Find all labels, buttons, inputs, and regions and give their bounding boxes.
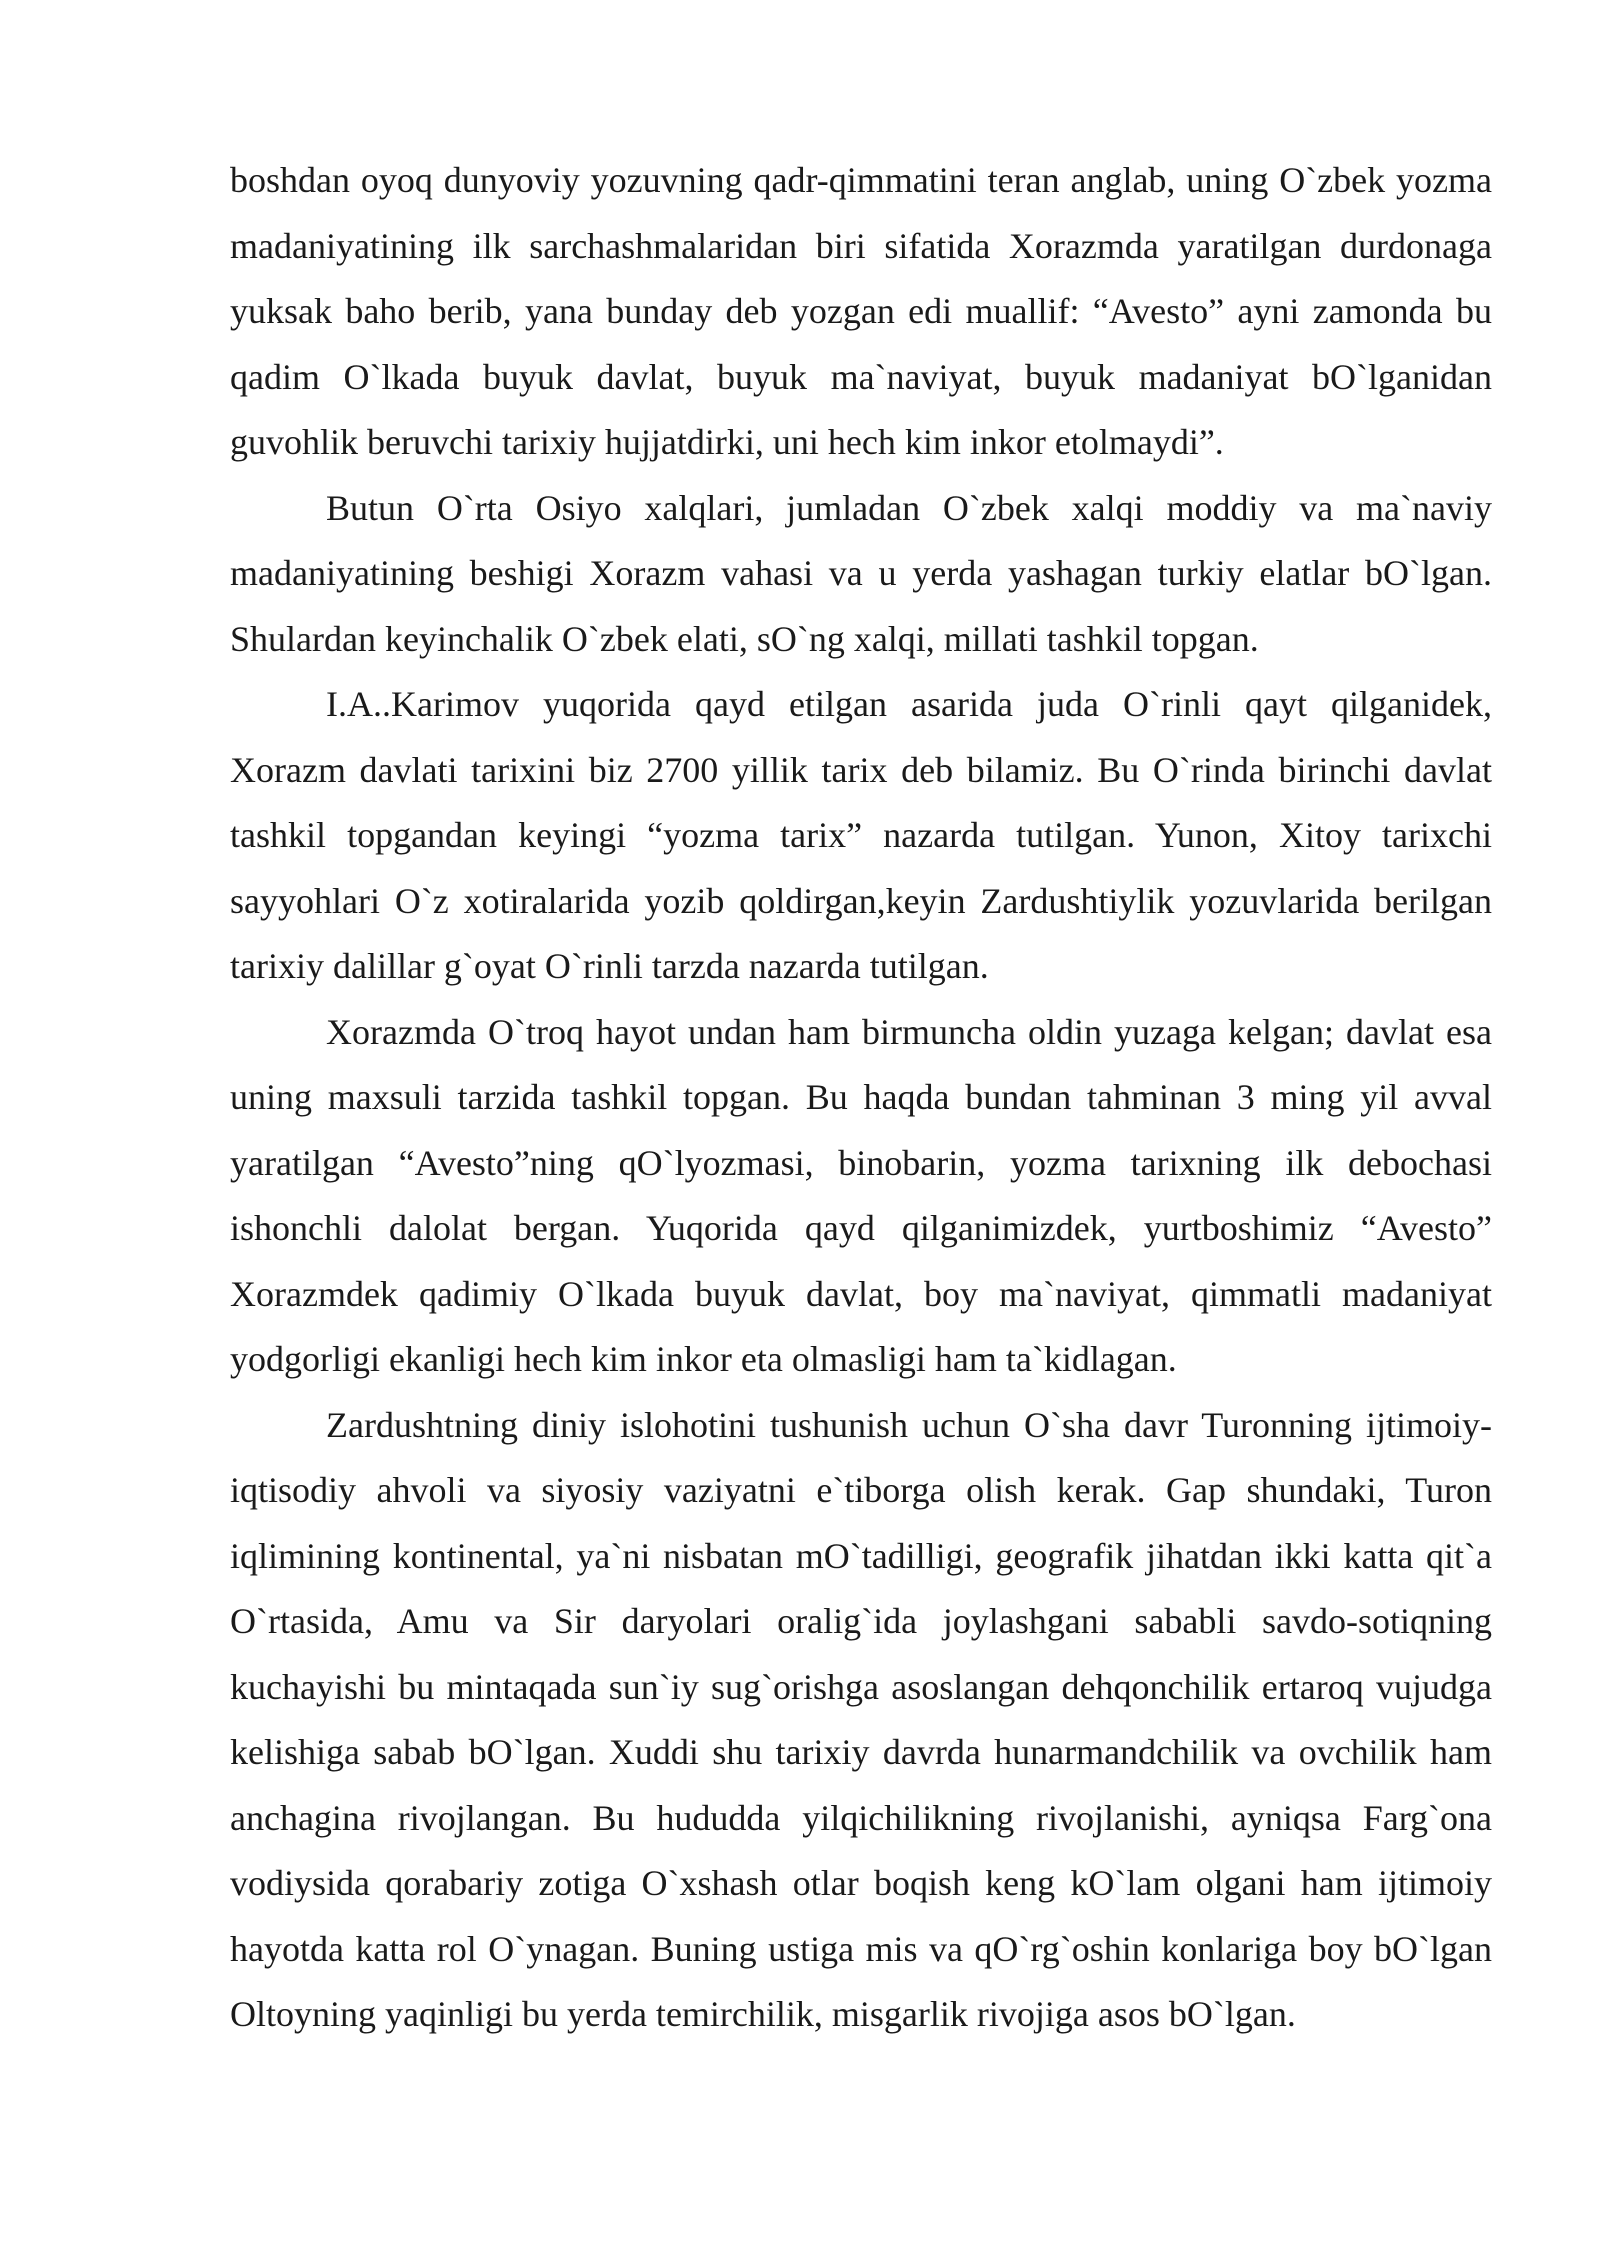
document-page bbox=[230, 148, 1492, 2048]
paragraph-4: Xorazmda O`troq hayot undan ham birmuncha oldin yuzaga kelgan; davlat esa uning maxsuli tarzida tashkil topgan. Bu haqda bundan tahminan 3 ming yil avval yaratilgan “Avesto”ning qO`lyozmasi, binobarin, yozma tarixning ilk debochasi ishonchli dalolat bergan. Yuqorida qayd qilganimizdek, yurtboshimiz “Avesto” Xorazmdek qadimiy O`lkada buyuk davlat, boy ma`naviyat, qimmatli madaniyat yodgorligi ekanligi hech kim inkor eta olmasligi ham ta`kidlagan. bbox=[230, 1011, 1492, 1379]
paragraph-5: Zardushtning diniy islohotini tushunish uchun O`sha davr Turonning ijtimoiy-iqtisodiy ahvoli va siyosiy vaziyatni e`tiborga olish kerak. Gap shundaki, Turon iqlimining kontinental, ya`ni nisbatan mO`tadilligi, geografik jihatdan ikki katta qit`a O`rtasida, Amu va Sir daryolari oralig`ida joylashgani sababli savdo-sotiqning kuchayishi bu mintaqada sun`iy sug`orishga asoslangan dehqonchilik ertaroq vujudga kelishiga sabab bO`lgan. Xuddi shu tarixiy davrda hunarmandchilik va ovchilik ham anchagina rivojlangan. Bu hududda yilqichilikning rivojlanishi, ayniqsa Farg`ona vodiysida qorabariy zotiga O`xshash otlar boqish keng kO`lam olgani ham ijtimoiy hayotda katta rol O`ynagan. Buning ustiga mis va qO`rg`oshin konlariga boy bO`lgan Oltoyning yaqinligi bu yerda temirchilik, misgarlik rivojiga asos bO`lgan. bbox=[230, 1404, 1492, 2034]
paragraph-1: boshdan oyoq dunyoviy yozuvning qadr-qimmatini teran anglab, uning O`zbek yozma madaniyatining ilk sarchashmalaridan biri sifatida Xorazmda yaratilgan durdonaga yuksak baho berib, yana bunday deb yozgan edi muallif: “Avesto” ayni zamonda bu qadim O`lkada buyuk davlat, buyuk ma`naviyat, buyuk madaniyat bO`lganidan guvohlik beruvchi tarixiy hujjatdirki, uni hech kim inkor etolmaydi”. bbox=[230, 160, 1492, 462]
paragraph-3: I.A..Karimov yuqorida qayd etilgan asarida juda O`rinli qayt qilganidek, Xorazm davlati tarixini biz 2700 yillik tarix deb bilamiz. Bu O`rinda birinchi davlat tashkil topgandan keyingi “yozma tarix” nazarda tutilgan. Yunon, Xitoy tarixchi sayyohlari O`z xotiralarida yozib qoldirgan,keyin Zardushtiylik yozuvlarida berilgan tarixiy dalillar g`oyat O`rinli tarzda nazarda tutilgan. bbox=[230, 684, 1492, 986]
paragraph-2: Butun O`rta Osiyo xalqlari, jumladan O`zbek xalqi moddiy va ma`naviy madaniyatining beshigi Xorazm vahasi va u yerda yashagan turkiy elatlar bO`lgan. Shulardan keyinchalik O`zbek elati, sO`ng xalqi, millati tashkil topgan. bbox=[230, 487, 1492, 659]
